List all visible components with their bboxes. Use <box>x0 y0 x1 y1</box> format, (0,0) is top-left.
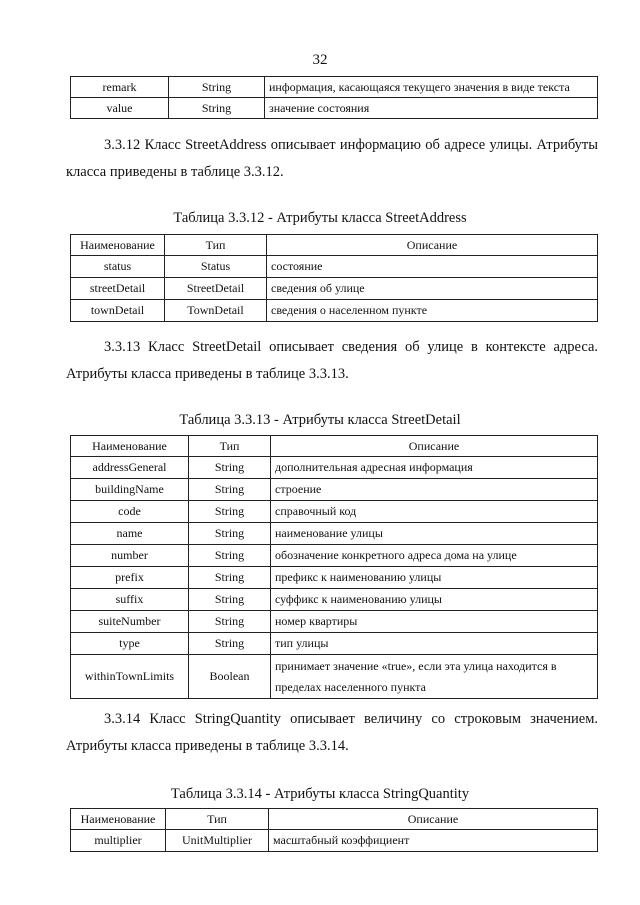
cell-type: StreetDetail <box>165 278 267 300</box>
header-type: Тип <box>189 436 271 457</box>
header-type: Тип <box>165 235 267 256</box>
header-name: Наименование <box>71 809 166 830</box>
header-description: Описание <box>271 436 598 457</box>
table-header-row <box>71 436 598 457</box>
cell-description: информация, касающаяся текущего значения в виде текста <box>265 77 598 98</box>
table-3-3-14 <box>70 808 598 852</box>
header-description: Описание <box>269 809 598 830</box>
header-name: Наименование <box>71 235 165 256</box>
cell-description: справочный код <box>271 501 598 523</box>
header-name: Наименование <box>71 436 189 457</box>
caption-table-3-3-12: Таблица 3.3.12 - Атрибуты класса StreetAddress <box>173 210 467 226</box>
table-row <box>71 589 598 611</box>
cell-type: Boolean <box>189 655 271 699</box>
cell-description: принимает значение «true», если эта улица находится в пределах населенного пункта <box>271 655 598 699</box>
cell-description: масштабный коэффициент <box>269 830 598 852</box>
cell-description: номер квартиры <box>271 611 598 633</box>
cell-name: buildingName <box>71 479 189 501</box>
cell-type: String <box>189 567 271 589</box>
paragraph-text: 3.3.12 Класс StreetAddress описывает информацию об адресе улицы. Атрибуты класса приведены в таблице 3.3.12. <box>66 137 598 180</box>
cell-description: суффикс к наименованию улицы <box>271 589 598 611</box>
cell-type: UnitMultiplier <box>166 830 269 852</box>
table-row <box>71 545 598 567</box>
header-description: Описание <box>267 235 598 256</box>
paragraph-text: 3.3.13 Класс StreetDetail описывает сведения об улице в контексте адреса. Атрибуты класса приведены в таблице 3.3.13. <box>66 339 598 382</box>
cell-description: состояние <box>267 256 598 278</box>
cell-type: TownDetail <box>165 300 267 322</box>
cell-name: suffix <box>71 589 189 611</box>
table-row <box>71 830 598 852</box>
caption-table-3-3-14: Таблица 3.3.14 - Атрибуты класса StringQuantity <box>170 786 470 802</box>
cell-type: String <box>189 457 271 479</box>
cell-name: multiplier <box>71 830 166 852</box>
cell-description: тип улицы <box>271 633 598 655</box>
table-row <box>71 611 598 633</box>
table-row <box>71 567 598 589</box>
cell-type: String <box>169 77 265 98</box>
cell-description: обозначение конкретного адреса дома на улице <box>271 545 598 567</box>
cell-name: status <box>71 256 165 278</box>
cell-name: prefix <box>71 567 189 589</box>
cell-name: addressGeneral <box>71 457 189 479</box>
header-type: Тип <box>166 809 269 830</box>
table-3-3-12 <box>70 234 598 322</box>
cell-type: String <box>189 479 271 501</box>
cell-type: String <box>169 98 265 119</box>
cell-description: дополнительная адресная информация <box>271 457 598 479</box>
cell-name: townDetail <box>71 300 165 322</box>
cell-name: name <box>71 523 189 545</box>
cell-name: withinTownLimits <box>71 655 189 699</box>
cell-description: сведения об улице <box>267 278 598 300</box>
cell-type: Status <box>165 256 267 278</box>
table-row <box>71 655 598 699</box>
cell-description: префикс к наименованию улицы <box>271 567 598 589</box>
table-row <box>71 501 598 523</box>
table-header-row <box>71 809 598 830</box>
cell-name: suiteNumber <box>71 611 189 633</box>
paragraph-3-3-13 <box>66 334 598 388</box>
cell-name: number <box>71 545 189 567</box>
cell-name: value <box>71 98 169 119</box>
cell-type: String <box>189 633 271 655</box>
cell-type: String <box>189 611 271 633</box>
cell-description: сведения о населенном пункте <box>267 300 598 322</box>
table-3-3-13 <box>70 435 598 699</box>
cell-name: streetDetail <box>71 278 165 300</box>
paragraph-3-3-12 <box>66 132 598 186</box>
table-row <box>71 77 598 98</box>
page-number: 32 <box>312 52 328 68</box>
table-row <box>71 633 598 655</box>
table-row <box>71 300 598 322</box>
table-row <box>71 98 598 119</box>
cell-type: String <box>189 523 271 545</box>
cell-type: String <box>189 589 271 611</box>
cell-type: String <box>189 545 271 567</box>
table-row <box>71 256 598 278</box>
cell-description: значение состояния <box>265 98 598 119</box>
cell-description: строение <box>271 479 598 501</box>
cell-name: code <box>71 501 189 523</box>
caption-table-3-3-13: Таблица 3.3.13 - Атрибуты класса StreetDetail <box>179 412 461 428</box>
cell-description: наименование улицы <box>271 523 598 545</box>
table-row <box>71 457 598 479</box>
paragraph-3-3-14 <box>66 706 598 760</box>
paragraph-text: 3.3.14 Класс StringQuantity описывает величину со строковым значением. Атрибуты класса приведены в таблице 3.3.14. <box>66 711 598 754</box>
table-row <box>71 278 598 300</box>
table-row <box>71 479 598 501</box>
table-row <box>71 523 598 545</box>
cell-type: String <box>189 501 271 523</box>
cell-name: remark <box>71 77 169 98</box>
table-header-row <box>71 235 598 256</box>
table-continuation <box>70 76 598 119</box>
cell-name: type <box>71 633 189 655</box>
